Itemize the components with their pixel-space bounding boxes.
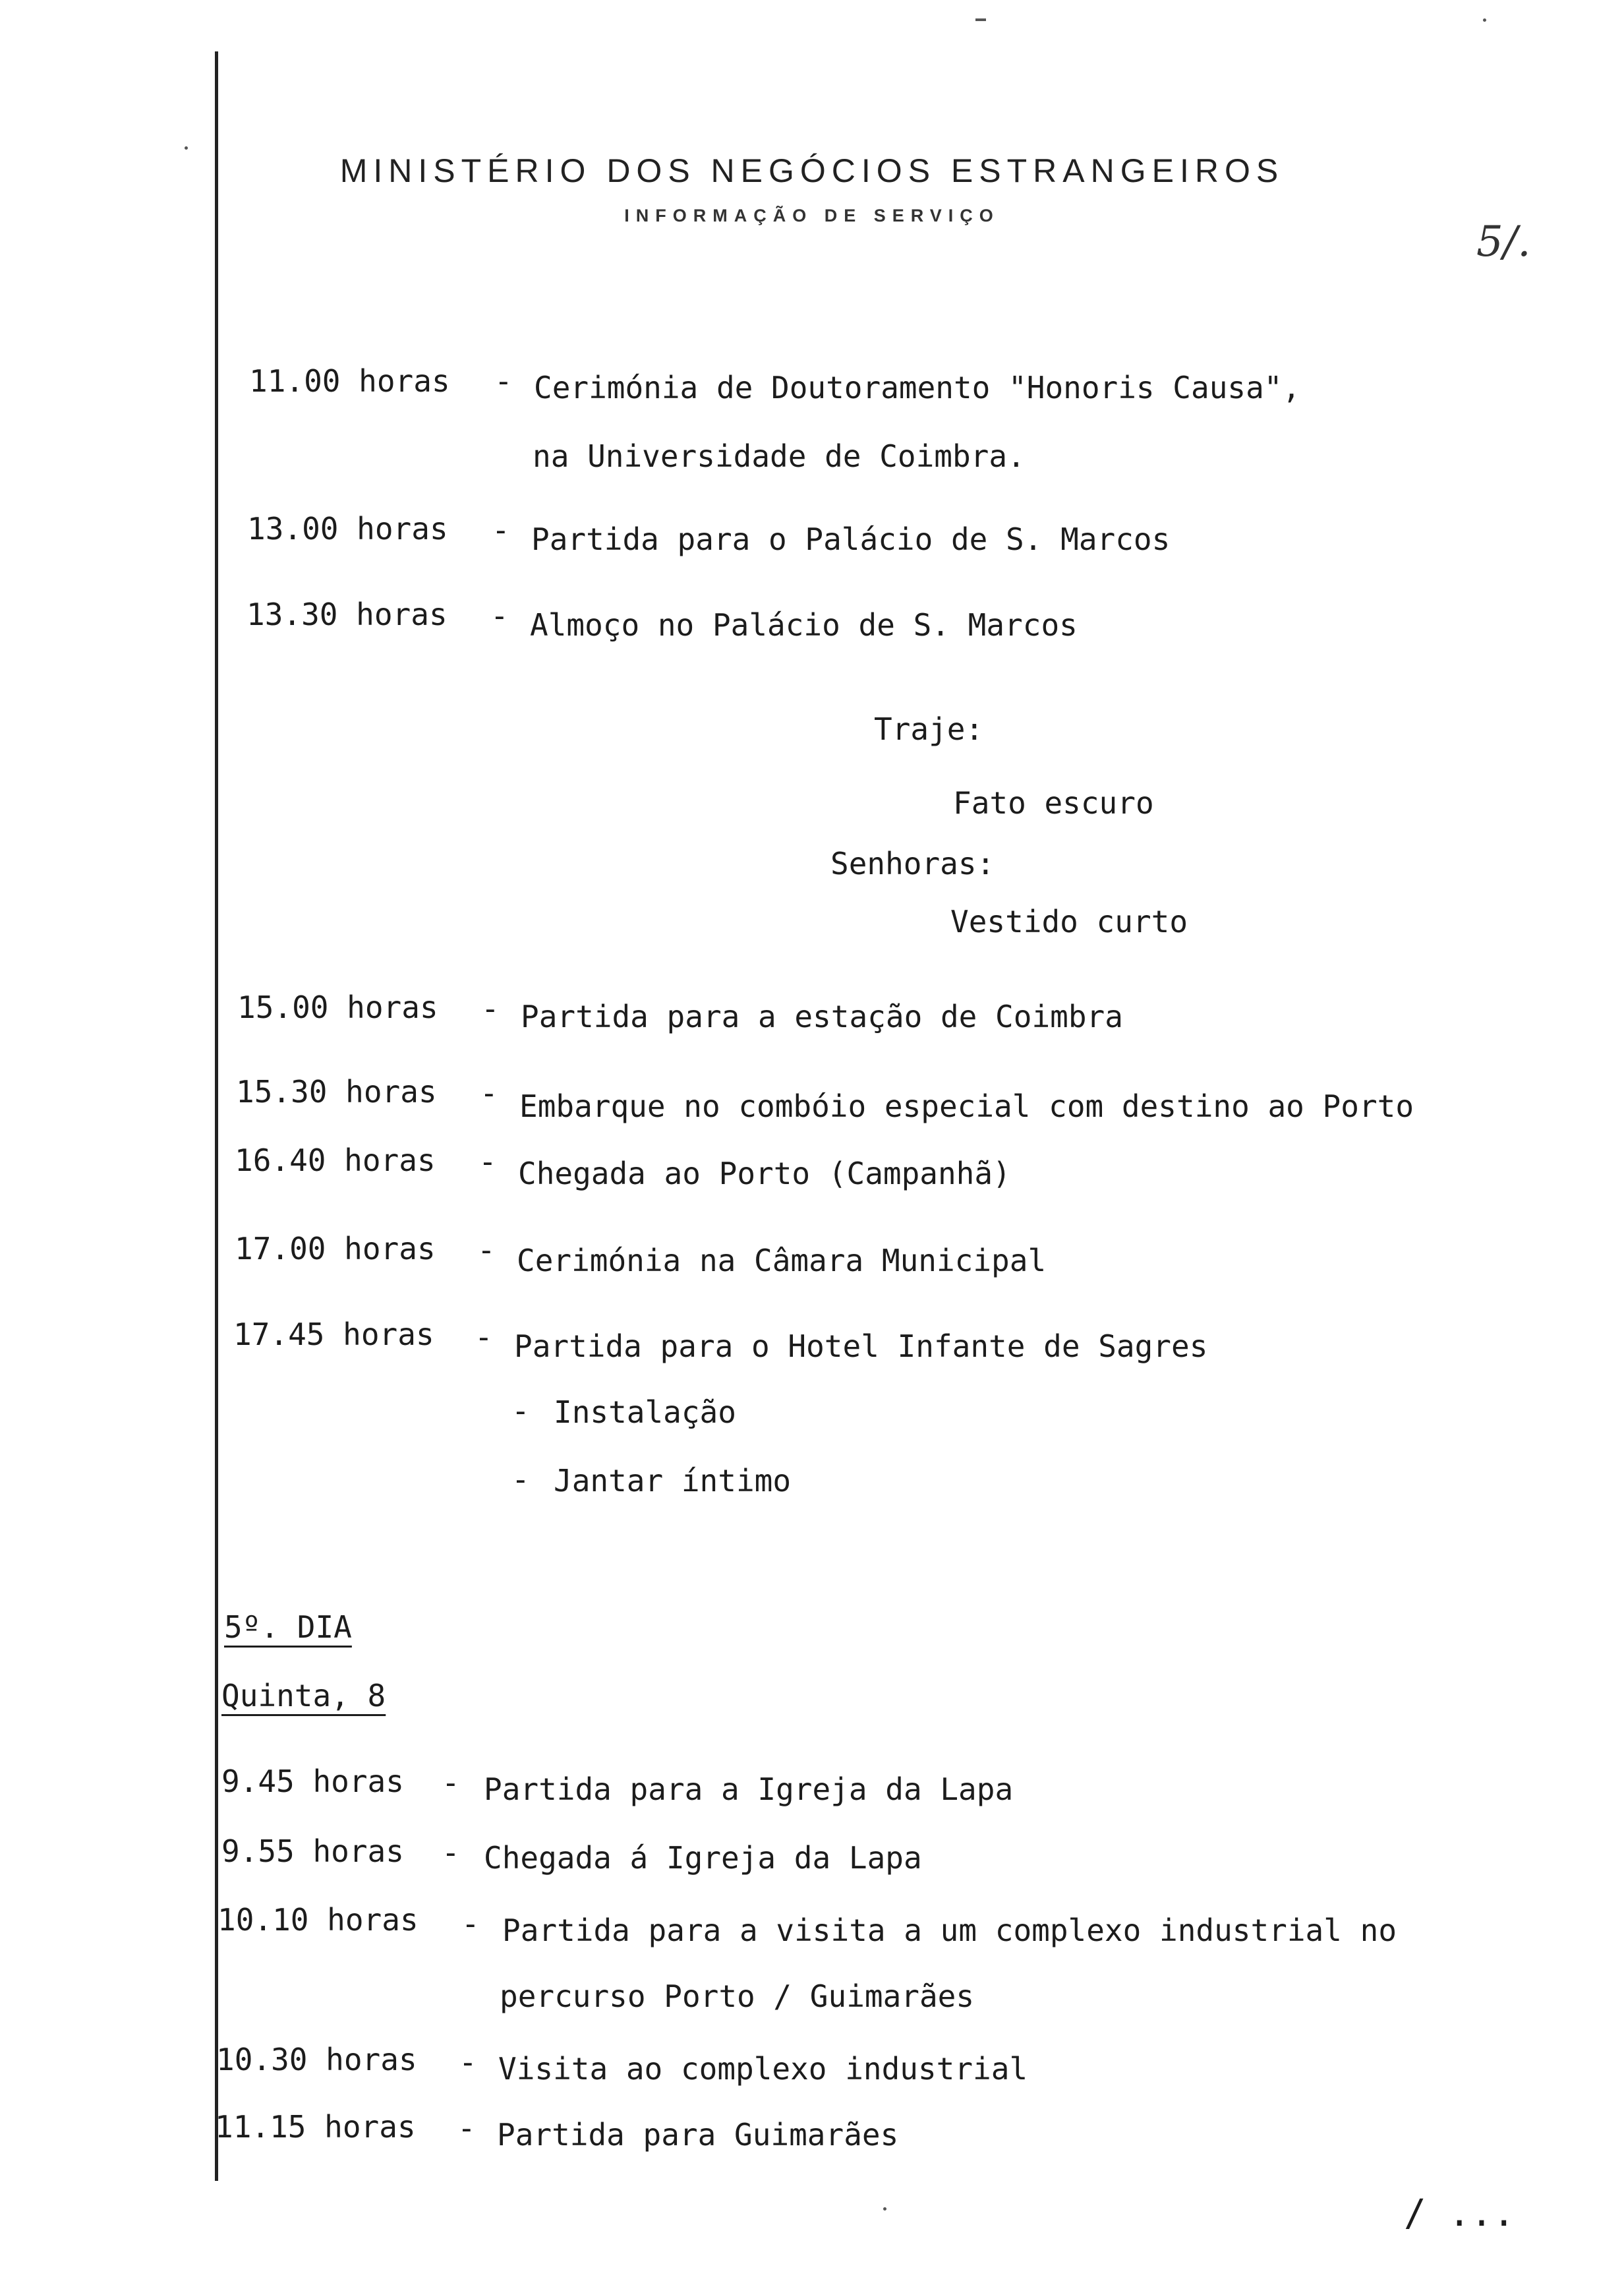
event-subitem: Instalação xyxy=(554,1394,736,1430)
ministry-heading: MINISTÉRIO DOS NEGÓCIOS ESTRANGEIROS xyxy=(339,152,1285,189)
continuation-mark: / ... xyxy=(1404,2192,1515,2235)
event-continuation: na Universidade de Coimbra. xyxy=(533,438,1026,474)
dash: - xyxy=(475,1319,493,1355)
day-date: Quinta, 8 xyxy=(221,1678,386,1713)
dash: - xyxy=(477,1232,496,1268)
paper-speck xyxy=(1483,18,1486,22)
event-text: Partida para o Palácio de S. Marcos xyxy=(531,521,1171,557)
page-number: 5/. xyxy=(1476,218,1531,266)
dash: - xyxy=(480,1075,498,1111)
dash: - xyxy=(492,512,510,548)
left-margin-rule xyxy=(215,51,218,2181)
time-label: 16.40 horas xyxy=(235,1143,436,1178)
event-text: Partida para Guimarães xyxy=(497,2117,899,2153)
paper-speck xyxy=(185,146,188,150)
dash: - xyxy=(442,1835,460,1870)
time-label: 15.00 horas xyxy=(237,990,438,1025)
dash: - xyxy=(494,363,513,399)
dash: - xyxy=(511,1462,530,1497)
event-text: Embarque no combóio especial com destino ao Porto xyxy=(519,1088,1414,1124)
event-text: Partida para a estação de Coimbra xyxy=(521,999,1123,1034)
event-text: Partida para a Igreja da Lapa xyxy=(484,1771,1014,1807)
dash: - xyxy=(461,1906,480,1942)
event-text: Cerimónia na Câmara Municipal xyxy=(517,1243,1047,1278)
dash: - xyxy=(478,1144,497,1179)
time-label: 10.30 horas xyxy=(216,2042,417,2077)
event-text: Chegada ao Porto (Campanhã) xyxy=(518,1156,1011,1191)
dash: - xyxy=(511,1393,530,1429)
dress-women-heading: Senhoras: xyxy=(830,846,995,881)
day-title: 5º. DIA xyxy=(224,1609,352,1645)
time-label: 9.55 horas xyxy=(221,1833,404,1869)
event-text: Partida para a visita a um complexo industrial no xyxy=(502,1913,1397,1948)
time-label: 17.00 horas xyxy=(235,1231,436,1266)
dash: - xyxy=(481,991,500,1026)
paper-speck xyxy=(883,2207,886,2211)
event-subitem: Jantar íntimo xyxy=(554,1463,792,1499)
time-label: 11.15 horas xyxy=(215,2109,416,2145)
event-text: Cerimónia de Doutoramento "Honoris Causa", xyxy=(534,370,1301,405)
time-label: 15.30 horas xyxy=(236,1074,437,1110)
dash: - xyxy=(457,2110,476,2146)
dash: - xyxy=(490,598,509,634)
dress-women: Vestido curto xyxy=(950,904,1188,939)
time-label: 11.00 horas xyxy=(249,363,450,399)
dress-men: Fato escuro xyxy=(953,785,1154,821)
dash: - xyxy=(442,1765,460,1800)
event-continuation: percurso Porto / Guimarães xyxy=(500,1978,975,2014)
paper-speck xyxy=(975,18,986,21)
dash: - xyxy=(459,2044,477,2080)
time-label: 17.45 horas xyxy=(233,1317,434,1352)
event-text: Chegada á Igreja da Lapa xyxy=(484,1840,922,1876)
time-label: 13.30 horas xyxy=(246,597,448,632)
event-text: Visita ao complexo industrial xyxy=(498,2051,1028,2087)
dress-heading: Traje: xyxy=(874,711,984,747)
time-label: 10.10 horas xyxy=(218,1902,419,1938)
time-label: 13.00 horas xyxy=(247,511,448,547)
event-text: Almoço no Palácio de S. Marcos xyxy=(530,607,1078,643)
time-label: 9.45 horas xyxy=(221,1764,404,1799)
service-subtitle: INFORMAÇÃO DE SERVIÇO xyxy=(624,206,1000,225)
event-text: Partida para o Hotel Infante de Sagres xyxy=(514,1328,1208,1364)
